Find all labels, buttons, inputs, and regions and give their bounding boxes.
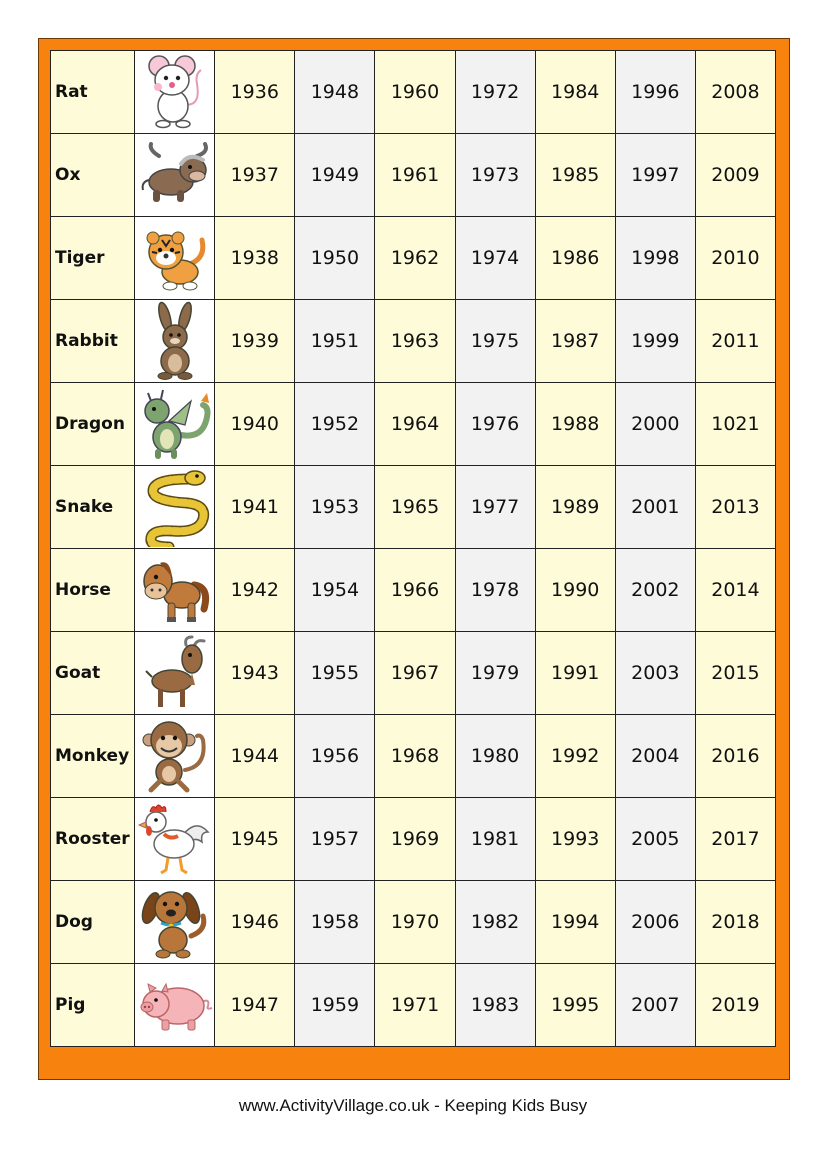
animal-name: Rabbit	[51, 300, 135, 383]
rat-icon	[135, 54, 214, 130]
year-cell: 1996	[615, 51, 695, 134]
year-cell: 1976	[455, 383, 535, 466]
year-cell: 2007	[615, 964, 695, 1047]
rabbit-icon	[135, 301, 214, 381]
year-cell: 2001	[615, 466, 695, 549]
year-cell: 1963	[375, 300, 455, 383]
year-cell: 1968	[375, 715, 455, 798]
year-cell: 1974	[455, 217, 535, 300]
year-cell: 2010	[695, 217, 775, 300]
zodiac-row-horse	[51, 549, 776, 632]
year-cell: 1997	[615, 134, 695, 217]
year-cell: 1970	[375, 881, 455, 964]
year-cell: 1945	[215, 798, 295, 881]
year-cell: 1950	[295, 217, 375, 300]
zodiac-row-dragon	[51, 383, 776, 466]
year-cell: 2003	[615, 632, 695, 715]
year-cell: 1946	[215, 881, 295, 964]
year-cell: 1959	[295, 964, 375, 1047]
year-cell: 2016	[695, 715, 775, 798]
zodiac-row-rat	[51, 51, 776, 134]
year-cell: 1937	[215, 134, 295, 217]
year-cell: 1021	[695, 383, 775, 466]
animal-name: Horse	[51, 549, 135, 632]
year-cell: 1958	[295, 881, 375, 964]
zodiac-row-snake	[51, 466, 776, 549]
year-cell: 1961	[375, 134, 455, 217]
zodiac-row-monkey	[51, 715, 776, 798]
animal-picture	[135, 632, 215, 715]
year-cell: 1965	[375, 466, 455, 549]
year-cell: 1995	[535, 964, 615, 1047]
year-cell: 1988	[535, 383, 615, 466]
animal-picture	[135, 217, 215, 300]
year-cell: 1943	[215, 632, 295, 715]
year-cell: 1982	[455, 881, 535, 964]
zodiac-row-ox	[51, 134, 776, 217]
animal-name: Rat	[51, 51, 135, 134]
year-cell: 1987	[535, 300, 615, 383]
year-cell: 2017	[695, 798, 775, 881]
year-cell: 2004	[615, 715, 695, 798]
year-cell: 1954	[295, 549, 375, 632]
year-cell: 1978	[455, 549, 535, 632]
year-cell: 1957	[295, 798, 375, 881]
monkey-icon	[135, 718, 214, 794]
horse-icon	[135, 553, 214, 627]
zodiac-row-goat	[51, 632, 776, 715]
animal-picture	[135, 300, 215, 383]
year-cell: 1942	[215, 549, 295, 632]
year-cell: 1966	[375, 549, 455, 632]
animal-name: Tiger	[51, 217, 135, 300]
animal-name: Ox	[51, 134, 135, 217]
year-cell: 1948	[295, 51, 375, 134]
footer-credit: www.ActivityVillage.co.uk - Keeping Kids Busy	[238, 1096, 588, 1115]
zodiac-row-rabbit	[51, 300, 776, 383]
year-cell: 1951	[295, 300, 375, 383]
year-cell: 1993	[535, 798, 615, 881]
animal-picture	[135, 881, 215, 964]
animal-picture	[135, 715, 215, 798]
animal-name: Snake	[51, 466, 135, 549]
zodiac-row-dog	[51, 881, 776, 964]
zodiac-row-rooster	[51, 798, 776, 881]
year-cell: 1952	[295, 383, 375, 466]
year-cell: 1972	[455, 51, 535, 134]
year-cell: 2015	[695, 632, 775, 715]
year-cell: 2011	[695, 300, 775, 383]
dog-icon	[135, 884, 214, 960]
year-cell: 1969	[375, 798, 455, 881]
animal-picture	[135, 964, 215, 1047]
year-cell: 2013	[695, 466, 775, 549]
animal-picture	[135, 51, 215, 134]
animal-name: Pig	[51, 964, 135, 1047]
year-cell: 2014	[695, 549, 775, 632]
year-cell: 1936	[215, 51, 295, 134]
pig-icon	[135, 974, 214, 1036]
animal-picture	[135, 383, 215, 466]
dragon-icon	[135, 387, 214, 461]
year-cell: 1960	[375, 51, 455, 134]
year-cell: 1989	[535, 466, 615, 549]
rooster-icon	[135, 802, 214, 876]
year-cell: 2009	[695, 134, 775, 217]
zodiac-row-tiger	[51, 217, 776, 300]
zodiac-row-pig	[51, 964, 776, 1047]
year-cell: 1971	[375, 964, 455, 1047]
year-cell: 1986	[535, 217, 615, 300]
animal-name: Dragon	[51, 383, 135, 466]
animal-picture	[135, 549, 215, 632]
year-cell: 1949	[295, 134, 375, 217]
year-cell: 2006	[615, 881, 695, 964]
year-cell: 1941	[215, 466, 295, 549]
year-cell: 1953	[295, 466, 375, 549]
year-cell: 2005	[615, 798, 695, 881]
goat-icon	[135, 635, 214, 711]
animal-picture	[135, 134, 215, 217]
year-cell: 1939	[215, 300, 295, 383]
year-cell: 1981	[455, 798, 535, 881]
year-cell: 1964	[375, 383, 455, 466]
zodiac-chart-frame	[38, 38, 790, 1080]
year-cell: 1994	[535, 881, 615, 964]
year-cell: 1983	[455, 964, 535, 1047]
year-cell: 2008	[695, 51, 775, 134]
year-cell: 1999	[615, 300, 695, 383]
year-cell: 2019	[695, 964, 775, 1047]
animal-picture	[135, 466, 215, 549]
year-cell: 2000	[615, 383, 695, 466]
animal-name: Dog	[51, 881, 135, 964]
year-cell: 1940	[215, 383, 295, 466]
year-cell: 1962	[375, 217, 455, 300]
year-cell: 1956	[295, 715, 375, 798]
year-cell: 2018	[695, 881, 775, 964]
year-cell: 1998	[615, 217, 695, 300]
year-cell: 1985	[535, 134, 615, 217]
animal-name: Goat	[51, 632, 135, 715]
animal-picture	[135, 798, 215, 881]
snake-icon	[135, 467, 214, 547]
year-cell: 1947	[215, 964, 295, 1047]
year-cell: 1991	[535, 632, 615, 715]
ox-icon	[135, 142, 214, 208]
year-cell: 1973	[455, 134, 535, 217]
year-cell: 1984	[535, 51, 615, 134]
zodiac-years-table	[50, 50, 776, 1047]
year-cell: 1979	[455, 632, 535, 715]
animal-name: Monkey	[51, 715, 135, 798]
year-cell: 1938	[215, 217, 295, 300]
year-cell: 1980	[455, 715, 535, 798]
year-cell: 1975	[455, 300, 535, 383]
year-cell: 2002	[615, 549, 695, 632]
year-cell: 1990	[535, 549, 615, 632]
year-cell: 1944	[215, 715, 295, 798]
year-cell: 1967	[375, 632, 455, 715]
tiger-icon	[135, 224, 214, 292]
animal-name: Rooster	[51, 798, 135, 881]
year-cell: 1977	[455, 466, 535, 549]
year-cell: 1992	[535, 715, 615, 798]
year-cell: 1955	[295, 632, 375, 715]
